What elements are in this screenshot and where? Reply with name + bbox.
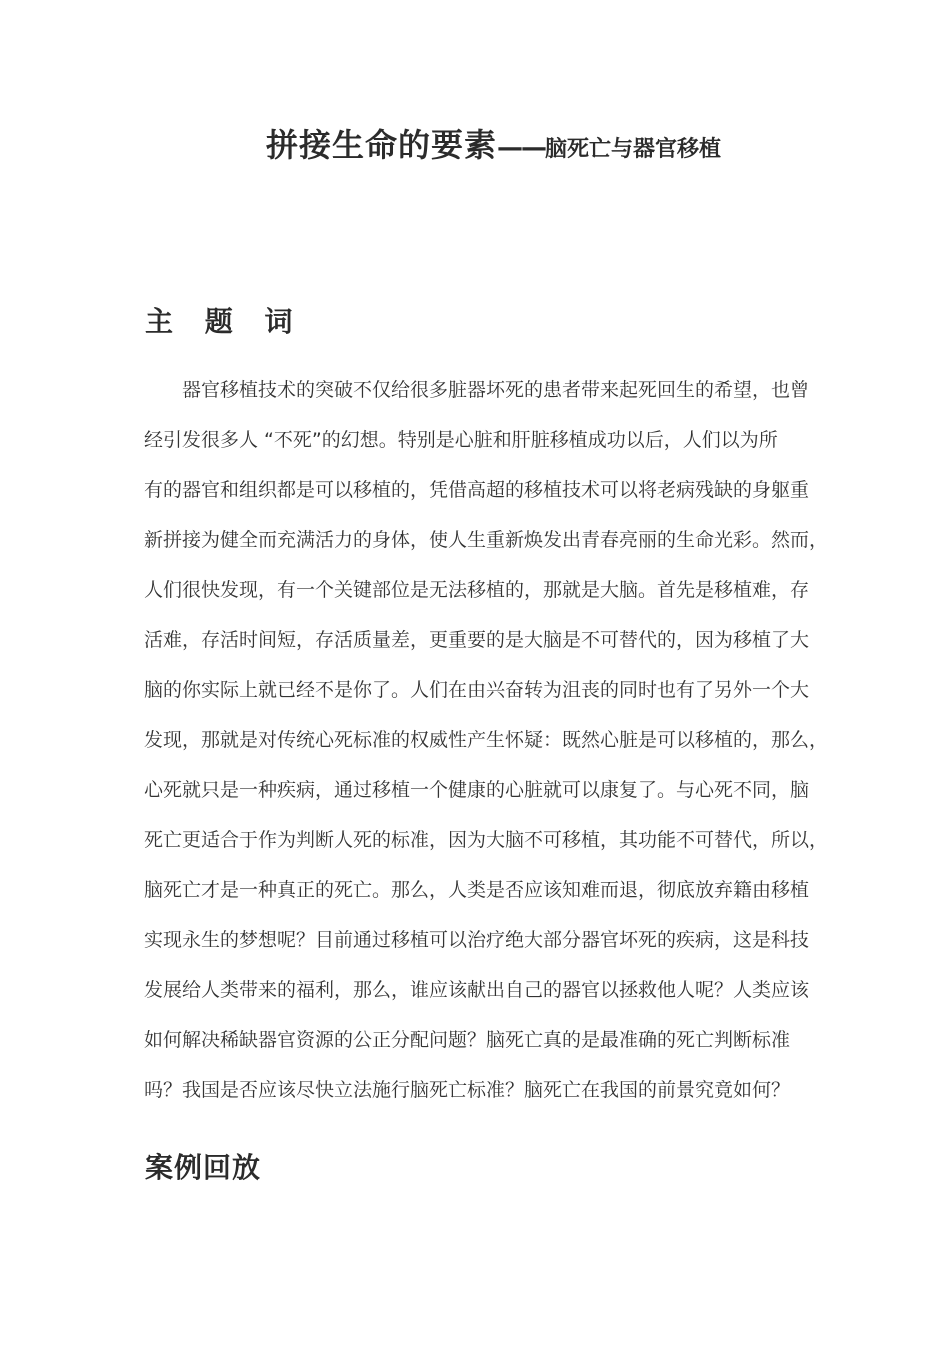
case-review-heading: 案例回放	[145, 1151, 262, 1184]
paragraph-line: 心死就只是一种疾病，通过移植一个健康的心脏就可以康复了。与心死不同，脑	[144, 779, 810, 801]
document-title-subtitle: 脑死亡与器官移植	[545, 137, 722, 162]
paragraph-line: 活难，存活时间短，存活质量差，更重要的是大脑是不可替代的，因为移植了大	[144, 629, 810, 651]
paragraph-line: 如何解决稀缺器官资源的公正分配问题？脑死亡真的是最准确的死亡判断标准	[144, 1029, 791, 1051]
paragraph-line: 死亡更适合于作为判断人死的标准，因为大脑不可移植，其功能不可替代，所以，	[144, 829, 829, 851]
paragraph-line: 脑死亡才是一种真正的死亡。那么，人类是否应该知难而退，彻底放弃籍由移植	[144, 879, 810, 901]
paragraph-line: 新拼接为健全而充满活力的身体，使人生重新焕发出青春亮丽的生命光彩。然而，	[144, 529, 829, 551]
paragraph-line: 吗？我国是否应该尽快立法施行脑死亡标准？脑死亡在我国的前景究竟如何？	[144, 1079, 791, 1101]
document-title-dash: ——	[497, 133, 546, 163]
paragraph-line: 经引发很多人 “不死”的幻想。特别是心脏和肝脏移植成功以后，人们以为所	[144, 429, 778, 451]
keywords-heading: 主 题 词	[145, 305, 304, 338]
paragraph-line: 实现永生的梦想呢？目前通过移植可以治疗绝大部分器官坏死的疾病，这是科技	[144, 929, 810, 951]
document-title	[266, 120, 826, 166]
paragraph-line: 有的器官和组织都是可以移植的，凭借高超的移植技术可以将老病残缺的身躯重	[144, 479, 810, 501]
document-title-main: 拼接生命的要素	[266, 126, 498, 164]
keywords-paragraph	[144, 365, 829, 1115]
paragraph-line: 器官移植技术的突破不仅给很多脏器坏死的患者带来起死回生的希望，也曾	[182, 379, 810, 401]
paragraph-line: 脑的你实际上就已经不是你了。人们在由兴奋转为沮丧的同时也有了另外一个大	[144, 679, 810, 701]
paragraph-line: 人们很快发现，有一个关键部位是无法移植的，那就是大脑。首先是移植难，存	[144, 579, 810, 601]
paragraph-line: 发展给人类带来的福利，那么，谁应该献出自己的器官以拯救他人呢？人类应该	[144, 979, 810, 1001]
paragraph-line: 发现，那就是对传统心死标准的权威性产生怀疑：既然心脏是可以移植的，那么，	[144, 729, 829, 751]
